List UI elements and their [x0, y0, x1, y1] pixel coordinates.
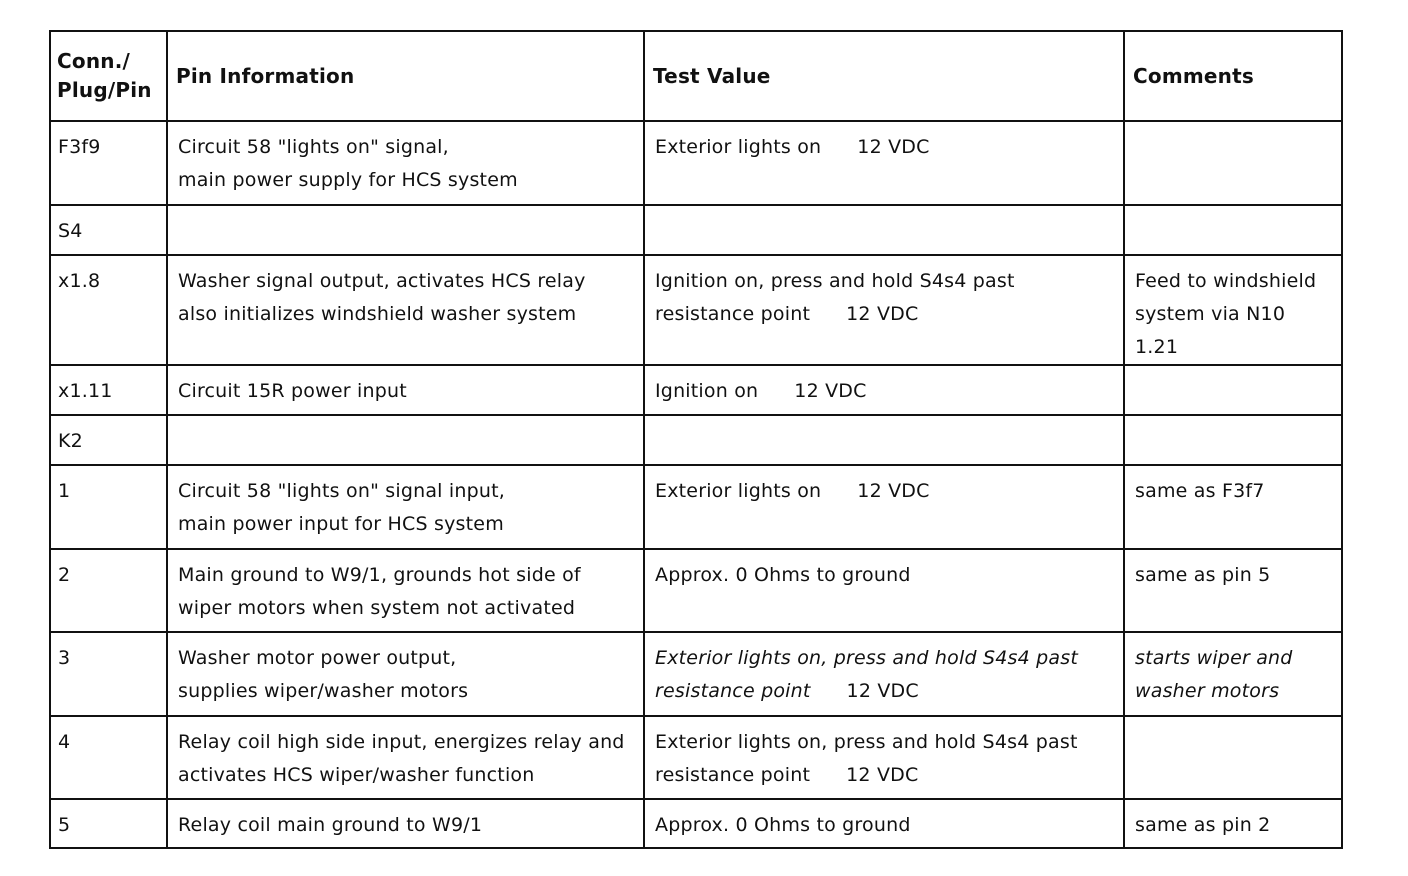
pin-information-table — [49, 30, 1343, 849]
conn-cell: 4 — [50, 716, 167, 799]
pin-info-cell: Circuit 58 "lights on" signal input, main power input for HCS system — [167, 465, 644, 549]
header-row — [50, 31, 1342, 121]
table-row — [50, 415, 1342, 465]
table-row — [50, 255, 1342, 365]
conn-cell: x1.11 — [50, 365, 167, 415]
comments-cell — [1124, 716, 1342, 799]
comments-cell: Feed to windshield system via N10 1.21 — [1124, 255, 1342, 365]
test-value-cell — [644, 255, 1124, 365]
test-value-text: Approx. 0 Ohms to ground — [655, 564, 911, 586]
pin-info-cell: Relay coil main ground to W9/1 — [167, 799, 644, 848]
conn-cell: F3f9 — [50, 121, 167, 205]
test-value-cell — [644, 465, 1124, 549]
test-value-volts: 12 VDC — [857, 480, 930, 502]
table-row — [50, 549, 1342, 632]
test-value-volts: 12 VDC — [794, 380, 867, 402]
header-test-value: Test Value — [644, 31, 1124, 121]
conn-cell: 1 — [50, 465, 167, 549]
comments-cell: same as pin 2 — [1124, 799, 1342, 848]
test-value-cell — [644, 799, 1124, 848]
pin-info-cell: Main ground to W9/1, grounds hot side of wiper motors when system not activated — [167, 549, 644, 632]
conn-cell: 3 — [50, 632, 167, 716]
table-row — [50, 716, 1342, 799]
test-value-text: Approx. 0 Ohms to ground — [655, 814, 911, 836]
table-row — [50, 121, 1342, 205]
comments-cell — [1124, 365, 1342, 415]
test-value-cell — [644, 716, 1124, 799]
test-value-cell — [644, 205, 1124, 255]
conn-cell: 2 — [50, 549, 167, 632]
test-value-volts: 12 VDC — [846, 680, 919, 702]
conn-cell: K2 — [50, 415, 167, 465]
test-value-cell — [644, 632, 1124, 716]
pin-info-cell — [167, 205, 644, 255]
header-pin-information: Pin Information — [167, 31, 644, 121]
comments-cell — [1124, 121, 1342, 205]
table-row — [50, 365, 1342, 415]
test-value-text: Ignition on — [655, 380, 759, 402]
conn-cell: 5 — [50, 799, 167, 848]
test-value-cell — [644, 121, 1124, 205]
table-row — [50, 799, 1342, 848]
test-value-cell — [644, 365, 1124, 415]
comments-cell: same as pin 5 — [1124, 549, 1342, 632]
comments-cell: starts wiper and washer motors — [1124, 632, 1342, 716]
test-value-text: Exterior lights on — [655, 136, 822, 158]
test-value-text: Exterior lights on — [655, 480, 822, 502]
test-value-cell — [644, 415, 1124, 465]
header-comments: Comments — [1124, 31, 1342, 121]
table-row — [50, 465, 1342, 549]
pin-info-cell: Washer signal output, activates HCS relay also initializes windshield washer system — [167, 255, 644, 365]
comments-cell — [1124, 415, 1342, 465]
pin-info-cell — [167, 415, 644, 465]
comments-cell: same as F3f7 — [1124, 465, 1342, 549]
test-value-text: Exterior lights on, press and hold S4s4 past resistance point — [655, 647, 1079, 702]
test-value-text: Exterior lights on, press and hold S4s4 past resistance point — [655, 731, 1078, 786]
pin-info-cell: Relay coil high side input, energizes relay and activates HCS wiper/washer function — [167, 716, 644, 799]
conn-cell: S4 — [50, 205, 167, 255]
conn-cell: x1.8 — [50, 255, 167, 365]
pin-info-cell: Circuit 58 "lights on" signal, main power supply for HCS system — [167, 121, 644, 205]
test-value-text: Ignition on, press and hold S4s4 past resistance point — [655, 270, 1015, 325]
table-row — [50, 632, 1342, 716]
comments-cell — [1124, 205, 1342, 255]
table-row — [50, 205, 1342, 255]
test-value-cell — [644, 549, 1124, 632]
header-conn-plug-pin: Conn./ Plug/Pin — [50, 31, 167, 121]
pin-info-cell: Washer motor power output, supplies wiper/washer motors — [167, 632, 644, 716]
test-value-volts: 12 VDC — [846, 764, 919, 786]
test-value-volts: 12 VDC — [846, 303, 919, 325]
pin-info-cell: Circuit 15R power input — [167, 365, 644, 415]
test-value-volts: 12 VDC — [857, 136, 930, 158]
